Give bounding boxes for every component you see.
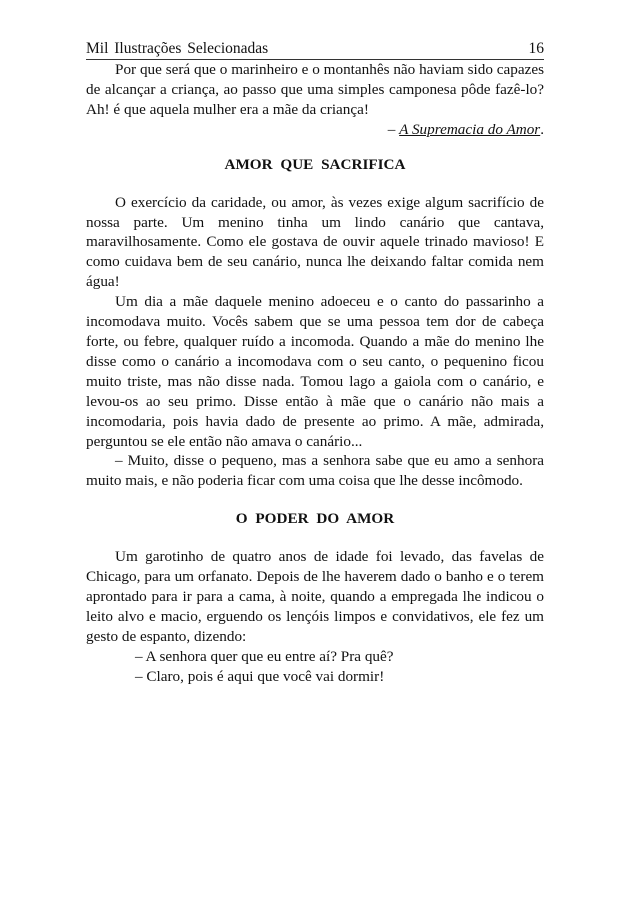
section1-paragraph: Um dia a mãe daquele menino adoeceu e o canto do passarinho a incomodava muito. Vocês sabem que se uma pessoa tem dor de cabeça forte, ou febre, qualquer ruído a incomoda. Quando a mãe do menino lhe disse como o canário a incomodava com o seu canto, o pequenino ficou muito triste, mas não disse nada. Tomou lago a gaiola com o canário, e levou-os ao seu primo. Disse então à mãe que o canário não mais a incomodaria, pois havia dado de presente ao primo. A mãe, admirada, perguntou se ele então não amava o canário... [86,293,544,450]
attribution-source: A Supremacia do Amor [399,120,541,138]
section-title-o-poder-do-amor: O PODER DO AMOR [235,510,395,528]
book-title: Mil Ilustrações Selecionadas [86,40,269,57]
section-title-amor-que-sacrifica: AMOR QUE SACRIFICA [224,155,406,173]
document-page [86,40,544,687]
running-header [86,40,544,60]
section2-paragraph: Um garotinho de quatro anos de idade foi levado, das favelas de Chicago, para um orfanato. Depois de lhe haverem dado o banho e o terem aprontado para ir para a cama, à noite, quando a empregada lhe indicou o leito alvo e macio, erguendo os lençóis limpos e convidativos, ele fez um gesto de espanto, dizendo: [86,548,544,645]
attribution-end: . [540,120,544,138]
source-attribution [86,120,544,140]
page-number: 16 [528,40,544,57]
attribution-dash: – [387,120,400,138]
dialogue-line: – A senhora quer que eu entre aí? Pra quê? [135,647,394,665]
section1-paragraph: O exercício da caridade, ou amor, às vezes exige algum sacrifício de nossa parte. Um menino tinha um lindo canário que cantava, maravilhosamente. Como ele gostava de ouvir aquele trinado mavioso! E como cuidava bem de seu canário, nunca lhe deixando faltar comida nem água! [86,193,544,291]
section1-paragraph: – Muito, disse o pequeno, mas a senhora sabe que eu amo a senhora muito mais, e não poderia ficar com uma coisa que lhe desse incômodo. [86,452,544,490]
dialogue-line: – Claro, pois é aqui que você vai dormir! [135,667,385,685]
intro-paragraph: Por que será que o marinheiro e o montanhês não haviam sido capazes de alcançar a criança, ao passo que uma simples camponesa pôde fazê-lo? Ah! é que aquela mulher era a mãe da criança! [86,61,544,118]
